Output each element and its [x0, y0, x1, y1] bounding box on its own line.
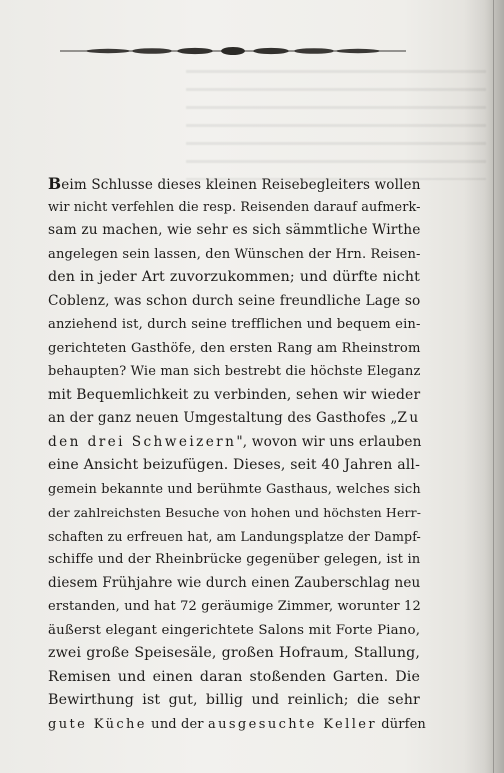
text-line-8: gerichteten Gasthöfe, den ersten Rang am Rheinstrom — [48, 340, 421, 356]
text-line-1 — [48, 172, 420, 196]
drop-cap: B — [48, 174, 62, 193]
text-line-20: äußerst elegant eingerichtete Salons mit Forte Piano, — [48, 622, 421, 638]
text-line-10: mit Bequemlichkeit zu verbinden, sehen wir wieder — [48, 386, 421, 403]
text-line-4: angelegen sein lassen, den Wünschen der Hrn. Reisen- — [48, 246, 421, 262]
text-line-12: den drei Schweizern", wovon wir uns erlauben — [48, 433, 422, 450]
body-text — [48, 172, 426, 736]
page-edge-line — [493, 0, 494, 773]
text-line-21: zwei große Speisesäle, großen Hofraum, Stallung, — [48, 645, 420, 661]
bleed-through-text — [186, 70, 486, 180]
page-gutter-shadow — [464, 0, 504, 773]
text-line-9: behaupten? Wie man sich bestrebt die höchste Eleganz — [48, 364, 421, 379]
text-line-22: Remisen und einen daran stoßenden Garten. Die — [48, 668, 420, 685]
text-line-6: Coblenz, was schon durch seine freundliche Lage so — [48, 292, 421, 309]
text-line-24: gute Küche und der ausgesuchte Keller dürfen — [48, 716, 426, 732]
text-line-2: wir nicht verfehlen die resp. Reisenden darauf aufmerk- — [48, 199, 421, 215]
text-line-14: gemein bekannte und berühmte Gasthaus, welches sich — [48, 481, 421, 497]
text-line-3: sam zu machen, wie sehr es sich sämmtliche Wirthe — [48, 222, 421, 238]
text-line-15: der zahlreichsten Besuche von hohen und höchsten Herr- — [48, 505, 422, 520]
text-line-16: schaften zu erfreuen hat, am Landungsplatze der Dampf- — [48, 528, 421, 544]
text-line-1-rest: eim Schlusse dieses kleinen Reisebegleiters wollen — [61, 177, 421, 193]
text-line-19: erstanden, und hat 72 geräumige Zimmer, worunter 12 — [48, 599, 421, 614]
text-line-11: an der ganz neuen Umgestaltung des Gasthofes „Zu — [48, 410, 421, 426]
text-line-23: Bewirthung ist gut, billig und reinlich; die sehr — [48, 692, 420, 708]
text-line-17: schiffe und der Rheinbrücke gegenüber gelegen, ist in — [48, 552, 421, 567]
text-line-7: anziehend ist, durch seine trefflichen und bequem ein- — [48, 317, 421, 332]
text-line-5: den in jeder Art zuvorzukommen; und dürfte nicht — [48, 269, 420, 285]
text-line-13: eine Ansicht beizufügen. Dieses, seit 40 Jahren all- — [48, 457, 420, 473]
text-line-18: diesem Frühjahre wie durch einen Zauberschlag neu — [48, 574, 421, 591]
ornamental-rule — [60, 42, 406, 60]
